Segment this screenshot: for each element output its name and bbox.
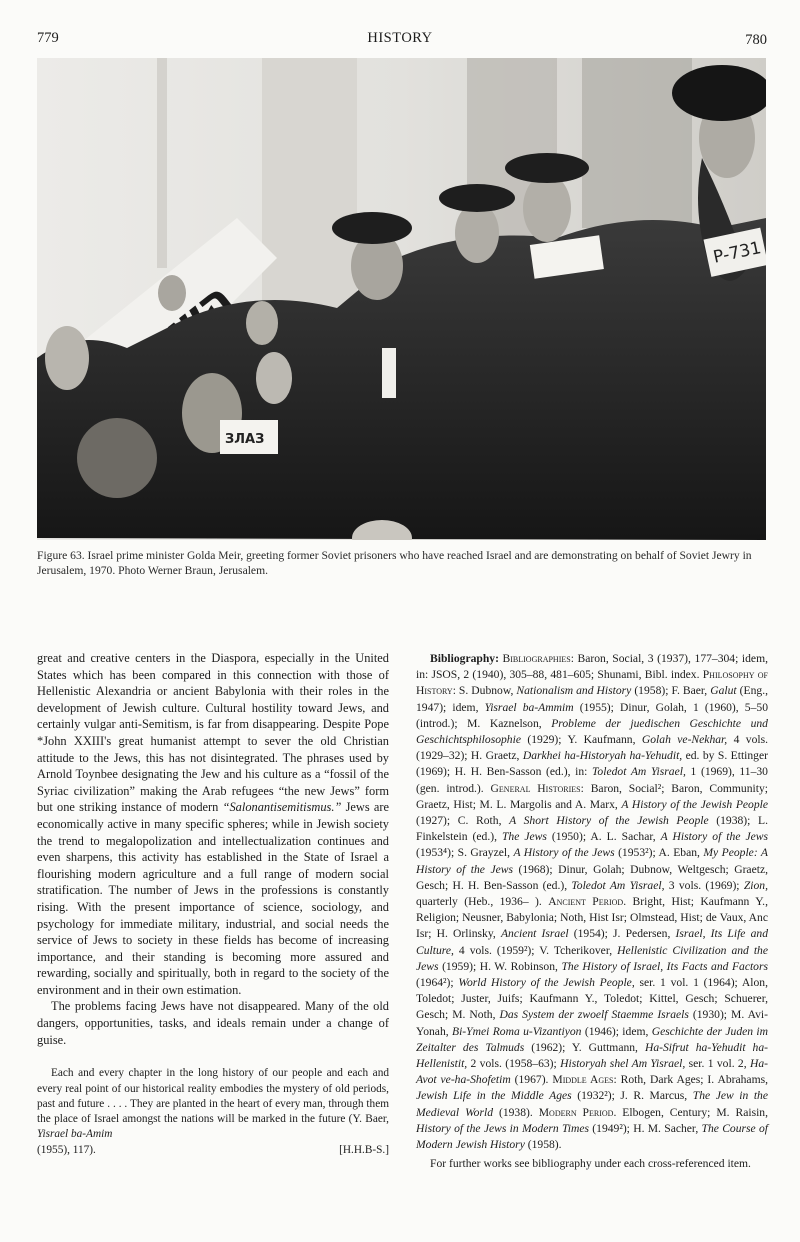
face <box>45 326 89 390</box>
running-title: HISTORY <box>367 30 433 46</box>
head-back <box>77 418 157 498</box>
face <box>256 352 292 404</box>
page-number-left: 779 <box>37 30 59 46</box>
photo-illustration <box>37 58 766 540</box>
section-philosophy: Philosophy of History <box>416 668 768 698</box>
figure-caption: Figure 63. Israel prime minister Golda Meir, greeting former Soviet prisoners who have reached Israel and are demonstrating on behalf of Soviet Jewry in Jerusalem, 1970. Photo Werner Braun, Jerusalem. <box>37 549 752 577</box>
page-number-right: 780 <box>745 32 767 48</box>
prisoner-badge <box>220 420 278 454</box>
figure-photograph <box>37 58 766 540</box>
prisoner-badge <box>382 348 396 398</box>
bibliography-text: Bibliography: Bibliographies: Baron, Social, 3 (1937), 177–304; idem, in: JSOS, 2 (1940), 305–88, 481–605; Shunami, Bibl. index. Philosophy of History: S. Dubnow, Nationalism and History (1958); F. Baer, Galut (Eng., 1947); idem, Yisrael ba-Ammim (1955); Dinur, Golah, 1 (1960), 5–50 (introd.); M. Kaznelson, Probleme der juedischen Geschichte und Geschichtsphilosophie (1929); Y. Kaufmann, Golah ve-Nekhar, 4 vols. (1929–32); H. Graetz, Darkhei ha-Historyah ha-Yehudit, ed. by S. Ettinger (1969); H. H. Ben-Sasson (ed.), in: Toledot Am Yisrael, 1 (1969), 11–30 (gen. introd.). General Histories: Baron, Social²; Baron, Community; Graetz, Hist; M. L. Margolis and A. Marx, A History of the Jewish People (1927); C. Roth, A Short History of the Jewish People (1938); L. Finkelstein (ed.), The Jews (1950); A. L. Sachar, A History of the Jews (1953⁴); S. Grayzel, A History of the Jews (1953²); A. Eban, My People: A History of the Jews (1968); Dinur, Golah; Dubnow, Weltgesch; Graetz, Gesch; H. H. Ben-Sasson (ed.), Toledot Am Yisrael, 3 vols. (1969); Zion, quarterly (Heb., 1936– ). Ancient Period. Bright, Hist; Kaufmann Y., Religion; Neusner, Babylonia; Noth, Hist Isr; Olmstead, Hist; de Vaux, Anc Isr; H. Orlinsky, Ancient Israel (1954); J. Pedersen, Israel, Its Life and Culture, 4 vols. (1959²); V. Tcherikover, Hellenistic Civilization and the Jews (1959); H. W. Robinson, The History of Israel, Its Facts and Factors (1964²); World History of the Jewish People, ser. 1 vol. 1 (1964); Alon, Toledot; Juster, Juifs; Kaufmann Y., Toledot; Kittel, Gesch; Schuerer, Gesch; M. Noth, Das System der zwoelf Staemme Israels (1930); M. Avi-Yonah, Bi-Ymei Roma u-Vizantiyon (1946); idem, Geschichte der Juden im Zeitalter des Talmuds (1962); Y. Guttmann, Ha-Sifrut ha-Yehudit ha-Hellenistit, 2 vols. (1958–63); Historyah shel Am Yisrael, ser. 1 vol. 2, Ha-Avot ve-ha-Shofetim (1967). Middle Ages: Roth, Dark Ages; I. Abrahams, Jewish Life in the Middle Ages (1932²); J. R. Marcus, The Jew in the Medieval World (1938). Modern Period. Elbogen, Century; M. Raisin, History of the Jews in Modern Times (1949²); H. M. Sacher, The Course of Modern Jewish History (1958). <box>416 652 769 1152</box>
running-head <box>0 30 800 50</box>
further-works-note: For further works see bibliography under each cross-referenced item. <box>430 1157 751 1171</box>
face <box>246 301 278 345</box>
svg-text:ЗЛАЗ: ЗЛАЗ <box>225 432 265 447</box>
bibliography-label: Bibliography: <box>430 652 499 665</box>
svg-text:P-731: P-731 <box>711 238 764 268</box>
block-quote: Each and every chapter in the long history of our people and each and every real point of our historical reality embodies the mystery of old periods, past and future . . . . They are planted in the heart of every man, through them the place of Israel amongst the nations will be marked in the future (Y. Baer, Yisrael ba-Amim <box>37 1067 389 1141</box>
section-bibliographies: Bibliographies <box>502 652 571 665</box>
quote-attribution-row <box>37 1143 389 1158</box>
quote-citation-end: (1955), 117). <box>37 1143 96 1156</box>
body-paragraph: The problems facing Jews have not disappeared. Many of the old dangers, opportunities, tasks, and ideals remain under a change of guise. <box>37 999 389 1047</box>
face <box>523 174 571 242</box>
author-signature: [H.H.B-S.] <box>339 1143 389 1156</box>
section-ancient: Ancient Period <box>548 895 624 909</box>
section-modern-period: Modern Period <box>538 1105 614 1119</box>
body-paragraph: great and creative centers in the Diaspora, especially in the United States which has been compared in this connection with those of Hellenistic Alexandria or ancient Babylonia with their roles in the development of Jewish culture. Cultural hostility toward Jews, and certainly vulgar anti-Semitism, is far from disappearing. Despite Pope *John XXIII's great humanist attempt to sever the old Christian attitude to the Jews, this has not disintegrated. The phrases used by Arnold Toynbee designating the Jew and his culture as a “fossil of the Syriac civilization” making the Arab refugees “the new Jews” form but one striking instance of modern “Salonantisemitismus.” Jews are economically active in many specific spheres; while in Jewish society the trend to megalopolization and intellectualization continues and even sharpens, this activity has established in the State of Israel a flourishing modern agriculture and a full range of modern social stratification. The number of Jews in the professions is constantly rising. With the present importance of science, sociology, and psychology for immediate military, industrial, and social needs the service of Jews to society in these fields has become of increasing importance, and their standing is becoming more assured and rewarding, socially and spiritually, both in regard to the society of the environment and in their own estimation. <box>37 651 389 997</box>
beret <box>332 212 412 244</box>
face <box>158 275 186 311</box>
section-middle-ages: Middle Ages <box>552 1073 614 1087</box>
bibliography-column <box>416 651 768 1173</box>
hat <box>439 184 515 212</box>
pole <box>157 58 167 268</box>
section-general: General Histories <box>490 781 581 795</box>
hat <box>505 153 589 183</box>
main-text-column <box>37 650 389 1158</box>
